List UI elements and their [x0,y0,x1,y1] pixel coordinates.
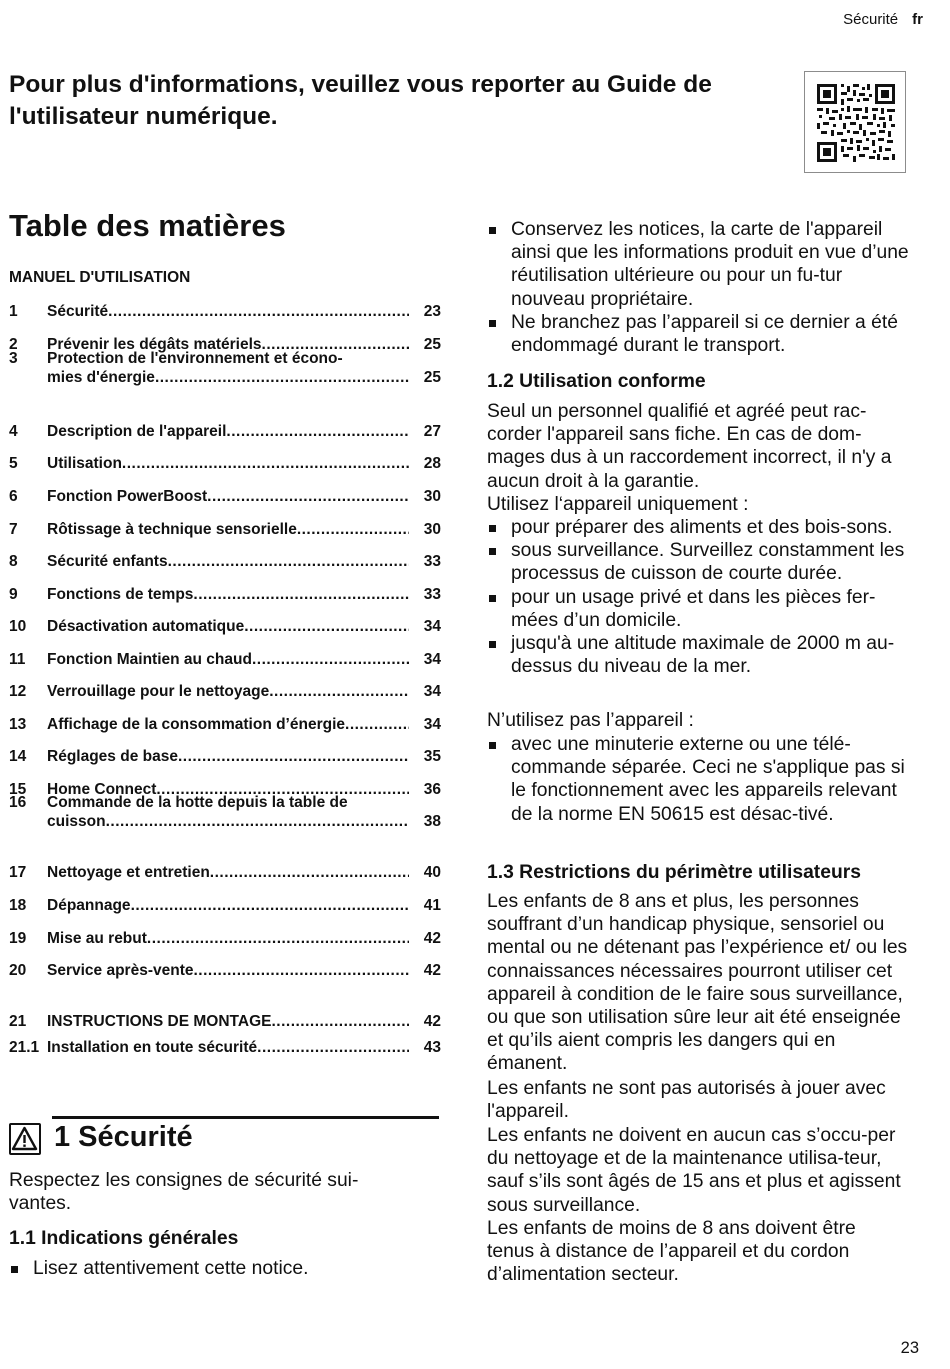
toc-entry-title-line1: Commande de la hotte depuis la table de [47,794,348,811]
toc-entry [9,930,441,949]
toc-dot-leader [210,864,409,882]
toc-entry [9,586,441,605]
toc-entry-page: 42 [423,930,441,947]
toc-entry-title: cuisson [47,813,106,830]
toc-dot-leader [122,455,409,473]
toc-entry-number: 21 [9,1013,27,1030]
user-restrictions-paragraph-3: Les enfants ne doivent en aucun cas s’occu-per du nettoyage et de la maintenance utilisa-teur, sauf s’ils sont âgés de 15 ans et plus et agissent sous surveillance. [487,1125,901,1216]
toc-entry-page: 25 [423,369,441,386]
subsection-title-1-1: 1.1 Indications générales [9,1228,239,1249]
toc-entry-page: 42 [423,1013,441,1030]
toc-entry-title: Rôtissage à technique sensorielle [47,521,297,538]
toc-dot-leader [147,930,409,948]
running-head-section: Sécurité [843,11,899,28]
list-item: sous surveillance. Surveillez constamment les processus de cuisson de courte durée. [487,539,912,585]
toc-entry-number: 14 [9,748,27,765]
toc-entry-page: 36 [423,781,441,798]
toc-entry [9,748,441,767]
toc-dot-leader [131,897,409,915]
user-restrictions-paragraph-1: Les enfants de 8 ans et plus, les personnes souffrant d’un handicap physique, sensoriel ou mental ou ne détenant pas l’expérience et/ ou les connaissances nécessaires pourront utiliser cet appareil à condition de le faire sous surveillance, ou que son utilisation sûre leur ait été enseignée et qu’ils aient compris les dangers qui en émanent. [487,891,908,1075]
toc-entry [9,962,441,981]
toc-entry-page: 34 [423,651,441,668]
toc-dot-leader [226,423,409,441]
toc-entry [9,521,441,540]
warning-box [9,1123,41,1155]
prohibited-use-intro: N’utilisez pas l’appareil : [487,710,694,731]
toc-entry-number: 8 [9,553,18,570]
toc-entry-title: Désactivation automatique [47,618,245,635]
general-indications-list [9,1257,429,1280]
toc-entry-page: 38 [423,813,441,830]
toc-entry-page: 40 [423,864,441,881]
toc-subheading: MANUEL D'UTILISATION [9,269,191,286]
toc-dot-leader [297,521,409,539]
toc-entry-title: Sécurité [47,303,109,320]
toc-entry [9,350,441,388]
toc-entry [9,794,441,832]
running-head [843,11,923,28]
toc-dot-leader [257,1039,409,1057]
toc-dot-leader [108,303,409,321]
toc-entry-page: 35 [423,748,441,765]
toc-entry-number: 4 [9,423,18,440]
section-title: 1 Sécurité [54,1121,193,1153]
toc-entry-number: 15 [9,781,27,798]
toc-entry-number: 6 [9,488,18,505]
toc-entry-title: Service après-vente [47,962,194,979]
section-rule [52,1116,439,1119]
toc-entry-number: 9 [9,586,18,603]
list-item: Conservez les notices, la carte de l'appareil ainsi que les informations produit en vue d’une réutilisation ultérieure ou pour un fu-tur nouveau propriétaire. [487,218,919,311]
toc-entry-number: 2 [9,336,18,353]
toc-entry-page: 41 [423,897,441,914]
toc-dot-leader [193,586,409,604]
toc-entry-number: 19 [9,930,27,947]
user-restrictions-paragraph-4: Les enfants de moins de 8 ans doivent être tenus à distance de l’appareil et du cordon d’alimentation secteur. [487,1218,856,1286]
toc-dot-leader [207,488,409,506]
subsection-title-1-2: 1.2 Utilisation conforme [487,371,706,392]
toc-entry-number: 3 [9,350,18,367]
toc-entry-page: 30 [423,521,441,538]
toc-entry-title: Mise au rebut [47,930,147,947]
toc-entry-number: 11 [9,651,26,668]
toc-entry-page: 30 [423,488,441,505]
toc-entry-number: 13 [9,716,27,733]
toc-entry-title: Affichage de la consommation d’énergie [47,716,346,733]
list-item: Ne branchez pas l’appareil si ce dernier a été endommagé durant le transport. [487,311,919,357]
toc-entry [9,683,441,702]
qr-code-icon [817,84,895,162]
list-item: avec une minuterie externe ou une télé-commande séparée. Ceci ne s'applique pas si le fonctionnement avec les appareils relevant de la norme EN 50615 est désac-tivé. [487,733,919,826]
toc-entry [9,455,441,474]
toc-entry-title: Prévenir les dégâts matériels [47,336,262,353]
toc-dot-leader [252,651,409,669]
toc-entry-page: 34 [423,683,441,700]
toc-entry-title: Réglages de base [47,748,178,765]
user-restrictions-paragraph-2: Les enfants ne sont pas autorisés à jouer avec l'appareil. [487,1078,886,1123]
list-item: jusqu'à une altitude maximale de 2000 m au-dessus du niveau de la mer. [487,632,912,678]
toc-entry [9,553,441,572]
toc-entry-title: Description de l'appareil [47,423,227,440]
list-item: pour préparer des aliments et des bois-sons. [487,516,912,539]
toc-dot-leader [244,618,409,636]
toc-entry-title: INSTRUCTIONS DE MONTAGE [47,1013,272,1030]
toc-entry-title: mies d'énergie [47,369,155,386]
intended-use-list [487,516,912,678]
toc-entry-number: 1 [9,303,18,320]
toc-entry [9,488,441,507]
toc-dot-leader [106,813,409,831]
toc-entry-page: 42 [423,962,441,979]
toc-entry-title: Nettoyage et entretien [47,864,210,881]
toc-entry-number: 18 [9,897,27,914]
list-item: Lisez attentivement cette notice. [9,1257,429,1280]
toc-entry-title: Home Connect [47,781,157,798]
toc-dot-leader [193,962,409,980]
toc-entry [9,716,441,735]
toc-entry-page: 28 [423,455,441,472]
toc-entry-title: Verrouillage pour le nettoyage [47,683,270,700]
toc-entry-title-line1: Protection de l'environnement et écono- [47,350,343,367]
toc-entry-title: Installation en toute sécurité [47,1039,258,1056]
toc-entry-title: Fonctions de temps [47,586,194,603]
toc-entry-page: 33 [423,586,441,603]
warning-triangle-icon [11,1125,38,1152]
toc-entry-page: 25 [423,336,441,353]
toc-entry-title: Fonction Maintien au chaud [47,651,252,668]
section-intro: Respectez les consignes de sécurité sui-vantes. [9,1170,359,1215]
toc-entry-number: 7 [9,521,18,538]
toc-dot-leader [178,748,409,766]
toc-entry [9,1039,441,1058]
toc-entry-number: 12 [9,683,27,700]
toc-entry-title: Utilisation [47,455,122,472]
toc-entry-number: 20 [9,962,27,979]
toc-entry-number: 16 [9,794,27,811]
toc-entry-page: 33 [423,553,441,570]
running-head-language: fr [912,11,923,28]
intended-use-paragraph-2: Utilisez l‘appareil uniquement : [487,494,749,515]
toc-entry-title: Fonction PowerBoost [47,488,208,505]
toc-entry-number: 5 [9,455,18,472]
digital-guide-notice: Pour plus d'informations, veuillez vous reporter au Guide de l'utilisateur numérique. [9,71,712,130]
toc-entry-number: 21.1 [9,1039,40,1056]
page-number: 23 [900,1339,919,1357]
toc-entry [9,1013,441,1032]
list-item: pour un usage privé et dans les pièces fer-mées d’un domicile. [487,586,912,632]
toc-dot-leader [155,369,409,387]
toc-entry-page: 43 [423,1039,441,1056]
toc-entry-title: Dépannage [47,897,131,914]
toc-entry-number: 17 [9,864,27,881]
toc-title: Table des matières [9,208,286,243]
intended-use-paragraph-1: Seul un personnel qualifié et agréé peut rac-corder l'appareil sans fiche. En cas de dom-mages dus à un raccordement incorrect, il n'y a aucun droit à la garantie. [487,401,892,492]
toc-entry-page: 34 [423,716,441,733]
toc-dot-leader [345,716,409,734]
toc-entry [9,651,441,670]
toc-dot-leader [269,683,409,701]
toc-entry-page: 27 [423,423,441,440]
toc-entry [9,864,441,883]
toc-dot-leader [168,553,409,571]
general-indications-list-continued [487,218,919,357]
toc-entry [9,618,441,637]
toc-entry-page: 23 [423,303,441,320]
toc-entry-number: 10 [9,618,27,635]
toc-entry-page: 34 [423,618,441,635]
qr-code [804,71,906,173]
toc-entry [9,303,441,322]
toc-entry [9,423,441,442]
prohibited-use-list [487,733,919,826]
toc-entry [9,897,441,916]
toc-dot-leader [271,1013,409,1031]
subsection-title-1-3: 1.3 Restrictions du périmètre utilisateurs [487,862,861,883]
toc-entry-title: Sécurité enfants [47,553,168,570]
